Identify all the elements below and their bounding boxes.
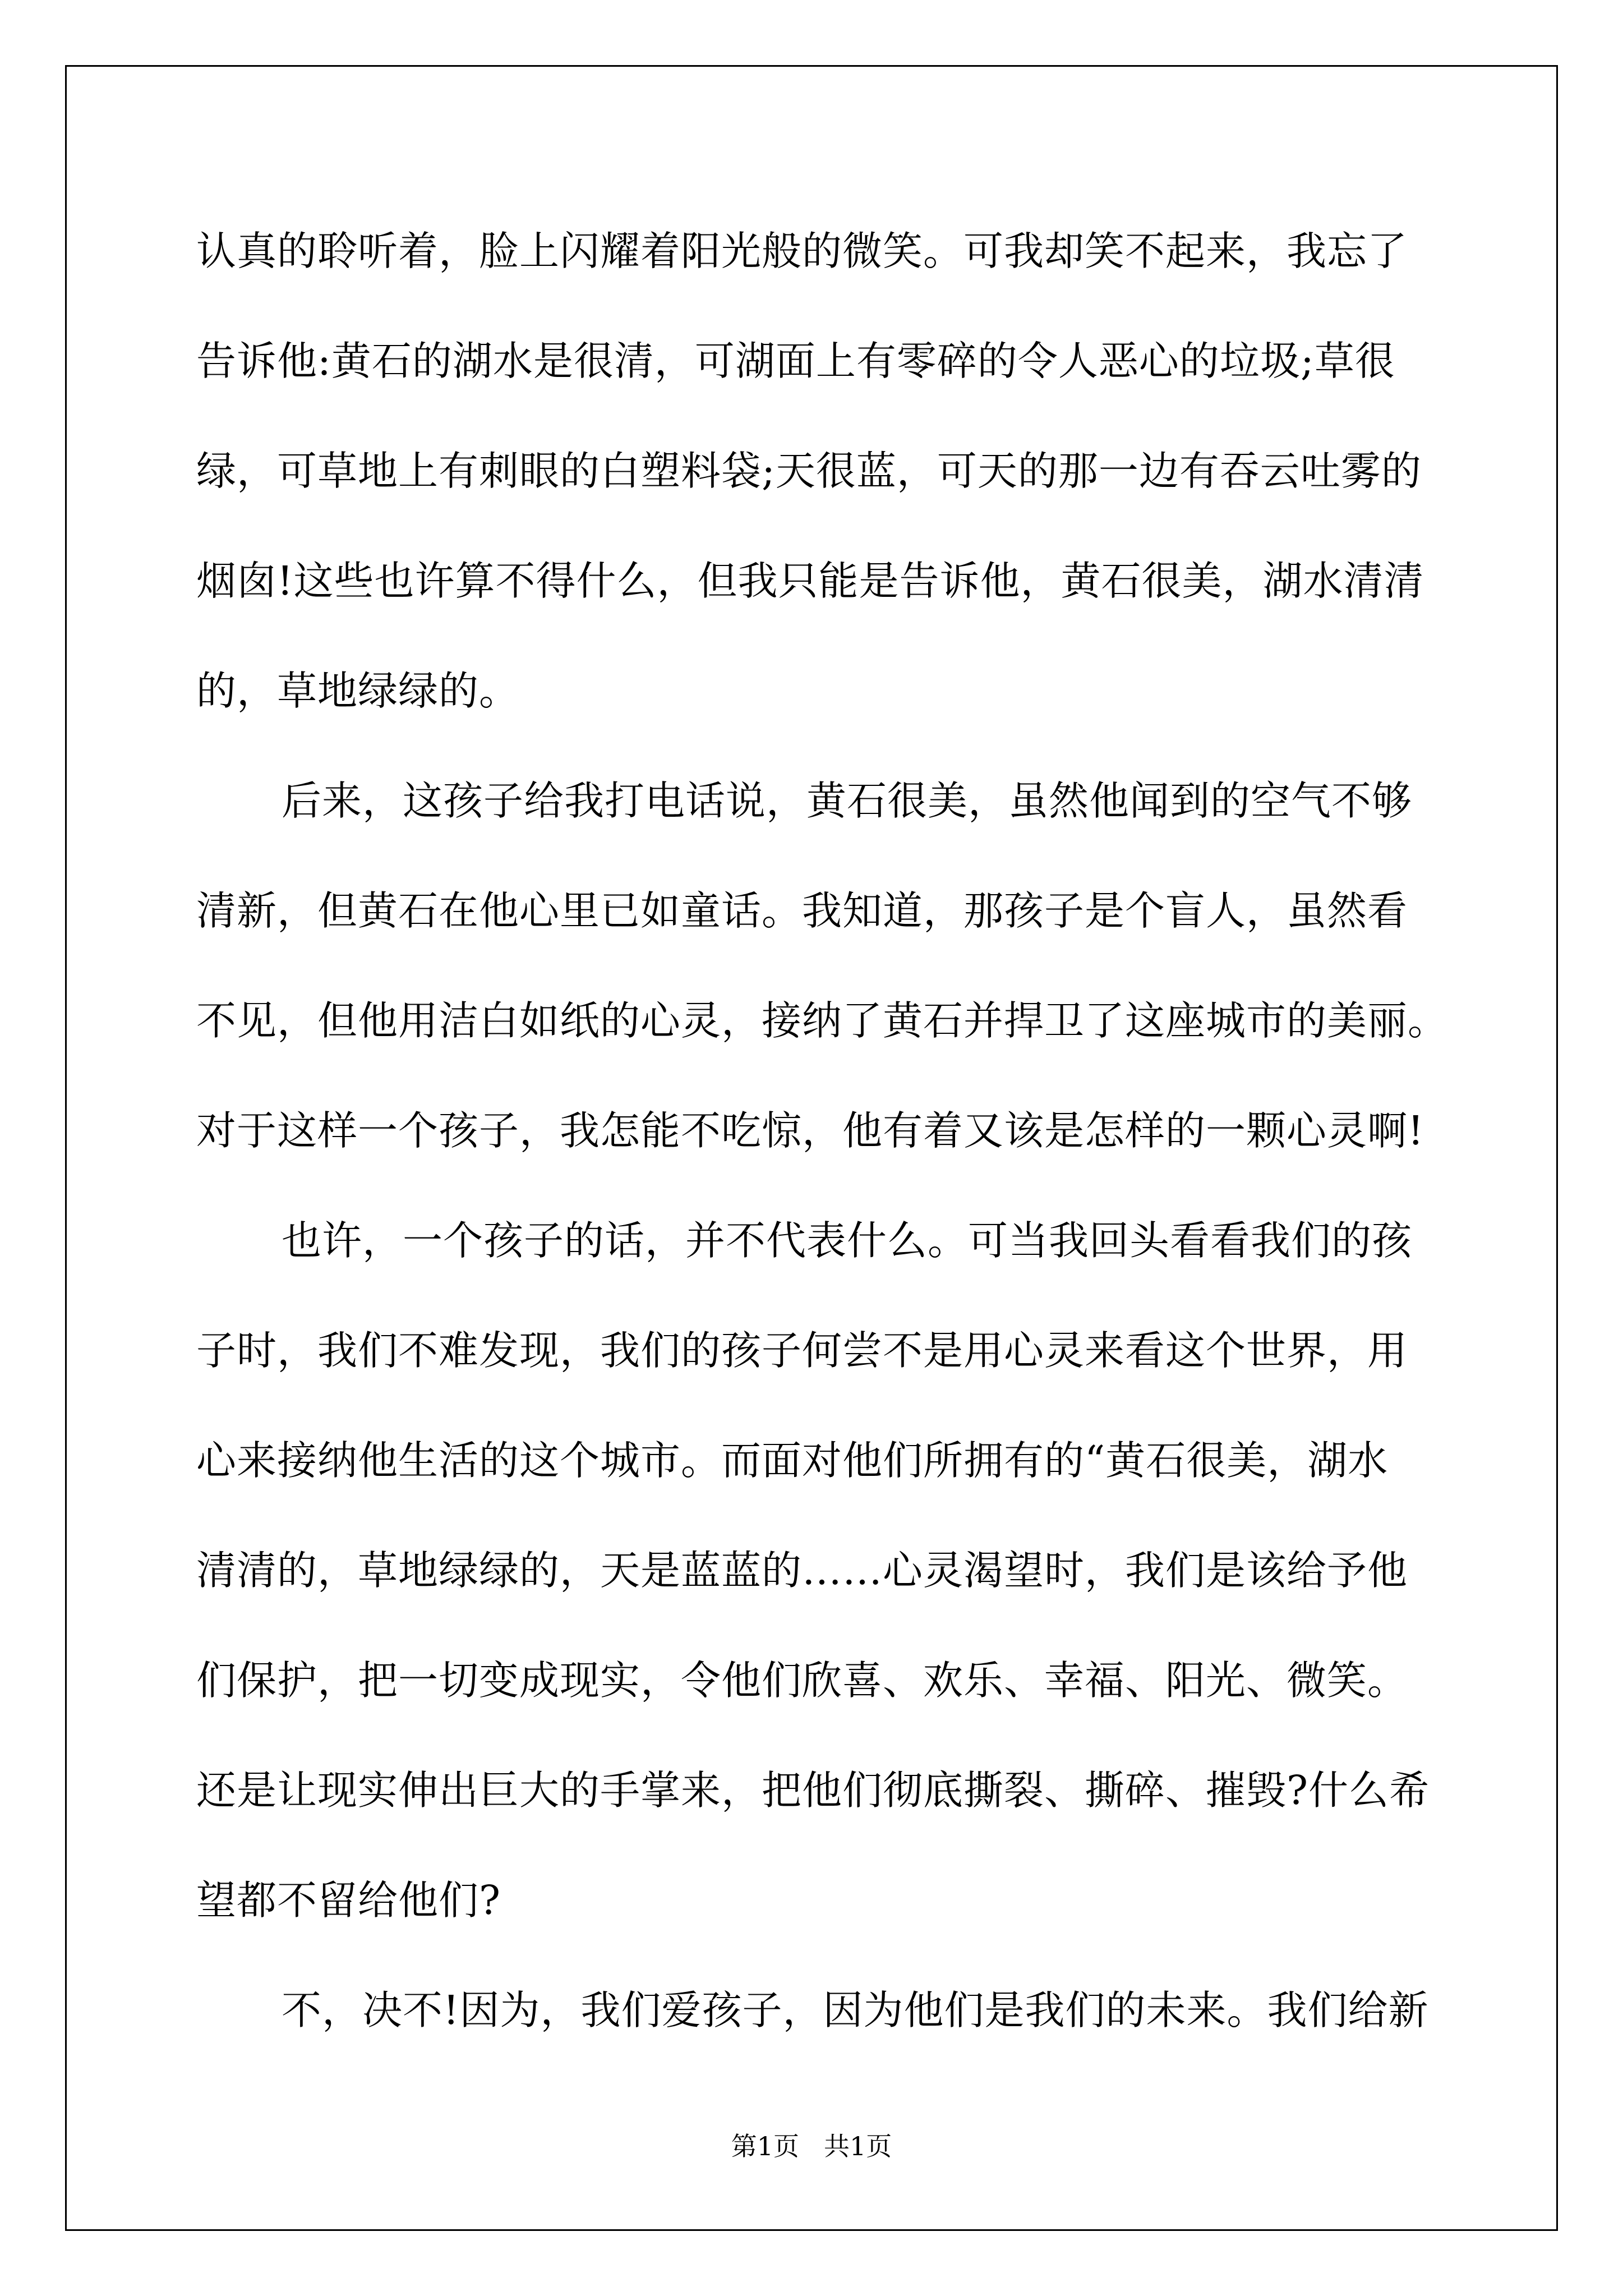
text-line: 的，草地绿绿的。 — [196, 668, 520, 714]
text-line: 还是让现实伸出巨大的手掌来，把他们彻底撕裂、撕碎、摧毁?什么希 — [196, 1767, 1430, 1814]
page-number: 第1页 — [731, 2131, 799, 2161]
paragraph-start-line: 后来，这孩子给我打电话说，黄石很美，虽然他闻到的空气不够 — [282, 777, 1413, 824]
text-line: 认真的聆听着，脸上闪耀着阳光般的微笑。可我却笑不起来，我忘了 — [196, 228, 1408, 274]
document-body — [196, 196, 1449, 2065]
paragraph-start-line: 也许，一个孩子的话，并不代表什么。可当我回头看看我们的孩 — [282, 1217, 1413, 1264]
text-line: 对于这样一个孩子，我怎能不吃惊，他有着又该是怎样的一颗心灵啊! — [196, 1107, 1424, 1154]
paragraph-start-line: 不，决不!因为，我们爱孩子，因为他们是我们的未来。我们给新 — [282, 1987, 1429, 2033]
page-footer — [0, 2126, 1623, 2163]
text-line: 烟囱!这些也许算不得什么，但我只能是告诉他，黄石很美，湖水清清 — [196, 558, 1424, 604]
text-line: 清清的，草地绿绿的，天是蓝蓝的……心灵渴望时，我们是该给予他 — [196, 1547, 1408, 1594]
text-line: 不见，但他用洁白如纸的心灵，接纳了黄石并捍卫了这座城市的美丽。 — [196, 997, 1449, 1044]
text-line: 望都不留给他们? — [196, 1877, 501, 1924]
text-line: 告诉他:黄石的湖水是很清，可湖面上有零碎的令人恶心的垃圾;草很 — [196, 338, 1395, 384]
text-line: 心来接纳他生活的这个城市。而面对他们所拥有的“黄石很美，湖水 — [196, 1437, 1389, 1484]
text-line: 子时，我们不难发现，我们的孩子何尝不是用心灵来看这个世界，用 — [196, 1327, 1408, 1374]
page-total: 共1页 — [824, 2131, 892, 2161]
text-line: 清新，但黄石在他心里已如童话。我知道，那孩子是个盲人，虽然看 — [196, 887, 1408, 934]
text-line: 们保护，把一切变成现实，令他们欣喜、欢乐、幸福、阳光、微笑。 — [196, 1657, 1408, 1704]
text-line: 绿，可草地上有刺眼的白塑料袋;天很蓝，可天的那一边有吞云吐雾的 — [196, 448, 1422, 494]
